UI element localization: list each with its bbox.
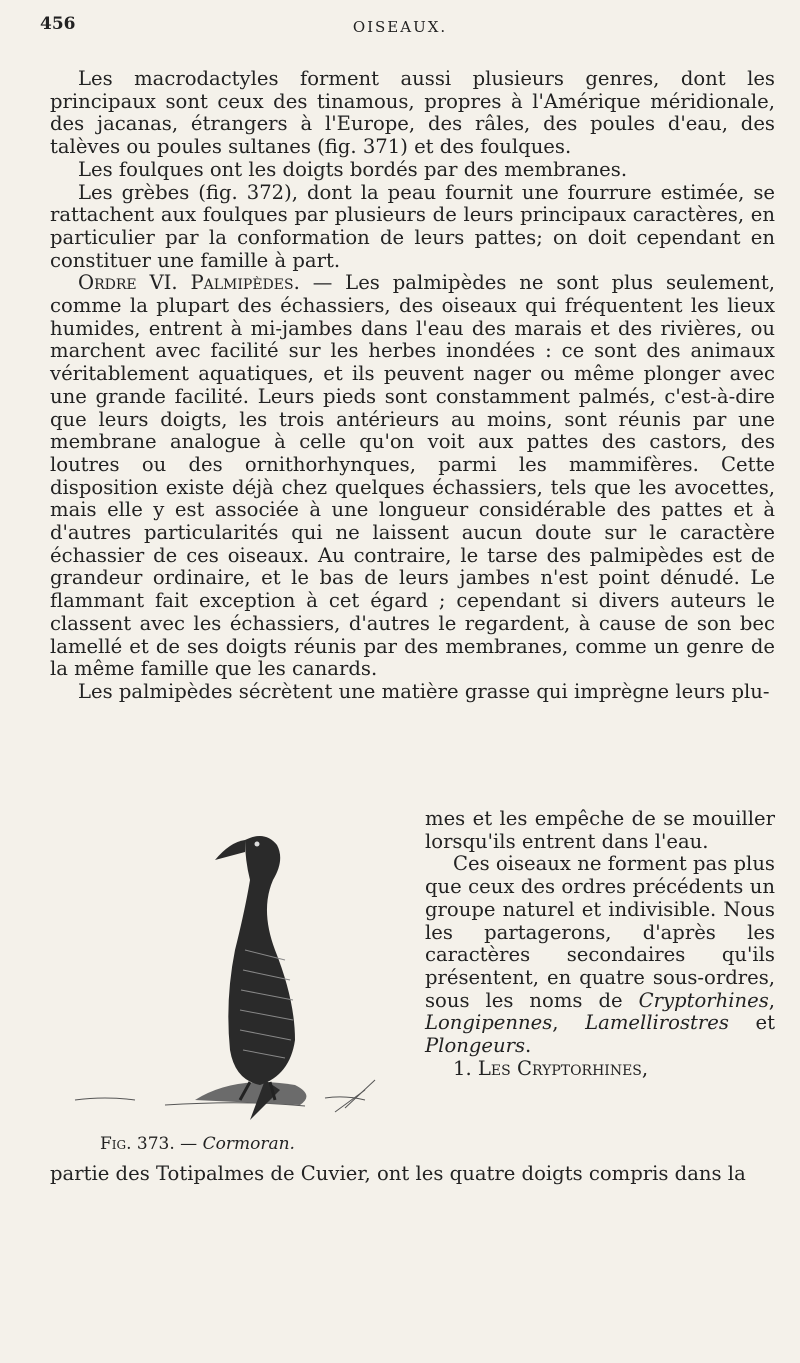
page-number: 456 <box>40 14 76 34</box>
paragraph-secretion-start: Les palmipèdes sécrètent une matière grasse qui imprègne leurs plu- <box>78 679 770 703</box>
main-text-block <box>50 68 775 704</box>
ordre-text: — Les palmipèdes ne sont plus seulement, comme la plupart des échassiers, des oiseaux qui fréquentent les lieux humides, entrent à mi-jambes dans l'eau des marais et des rivières, ou marchent avec facilité sur les herbes inondées : ce sont des animaux véritablement aquatiques, et ils peuvent nager ou même plonger avec une grande facilité. Leurs pieds sont constamment palmés, c'est-à-dire que leurs doigts, les trois antérieurs au moins, sont réunis par une membrane analogue à celle qu'on voit aux pattes des castors, des loutres ou des ornithorhynques, parmi les mammifères. Cette disposition existe déjà chez quelques échassiers, tels que les avocettes, mais elle y est associée à une longueur considérable des pattes et à d'autres particularités qui ne laissent aucun doute sur le caractère échassier de ces oiseaux. Au contraire, le tarse des palmipèdes est de grandeur ordinaire, et le bas de leurs jambes n'est point dénudé. Le flammant fait exception à cet égard ; cependant si divers auteurs le classent avec les échassiers, d'autres le regardent, à cause de son bec lamellé et de ses doigts réunis par des membranes, comme un genre de la même famille que les canards. <box>50 271 775 681</box>
term-longipennes: Longipennes <box>425 1011 553 1035</box>
final-line: partie des Totipalmes de Cuvier, ont les quatre doigts compris dans la <box>50 1162 746 1185</box>
cormorant-illustration <box>45 800 425 1140</box>
cryptorhines-heading: 1. Les Cryptorhines, <box>453 1056 649 1080</box>
paragraph-grebes: Les grèbes (fig. 372), dont la peau fournit une fourrure estimée, se rattachent aux foulques par plusieurs de leurs principaux caractères, en particulier par la conformation de leurs pattes; on doit cependant en constituer une famille à part. <box>50 180 775 272</box>
paragraph-foulques: Les foulques ont les doigts bordés par des membranes. <box>78 157 628 181</box>
side-paragraph-1: mes et les empêche de se mouiller lorsqu'ils entrent dans l'eau. <box>425 807 775 853</box>
side-paragraph-2: Ces oiseaux ne forment pas plus que ceux des ordres précédents un groupe naturel et indivisible. Nous les partagerons, d'après les caractères secondaires qu'ils présentent, en quatre sous-ordres, sous les noms de Cryptorhines, Longipennes, Lamellirostres et Plongeurs. <box>425 852 775 1058</box>
paragraph-ordre-palmipedes <box>50 272 775 681</box>
figure-caption: Fig. 373. — Cormoran. <box>100 1134 295 1154</box>
cormorant-engraving <box>45 800 425 1140</box>
side-column <box>425 808 775 1080</box>
side-paragraph-3 <box>425 1058 775 1081</box>
paragraph-macrodactyles: Les macrodactyles forment aussi plusieurs genres, dont les principaux sont ceux des tinamous, propres à l'Amérique méridionale, des jacanas, étrangers à l'Europe, des râles, des poules d'eau, des talèves ou poules sultanes (fig. 371) et des foulques. <box>50 67 775 159</box>
term-plongeurs: Plongeurs <box>425 1034 526 1058</box>
ordre-label: Ordre VI. Palmipèdes. <box>78 271 300 295</box>
running-title: OISEAUX. <box>352 18 448 36</box>
term-lamellirostres: Lamellirostres <box>585 1011 729 1035</box>
term-cryptorhines: Cryptorhines <box>638 988 769 1012</box>
